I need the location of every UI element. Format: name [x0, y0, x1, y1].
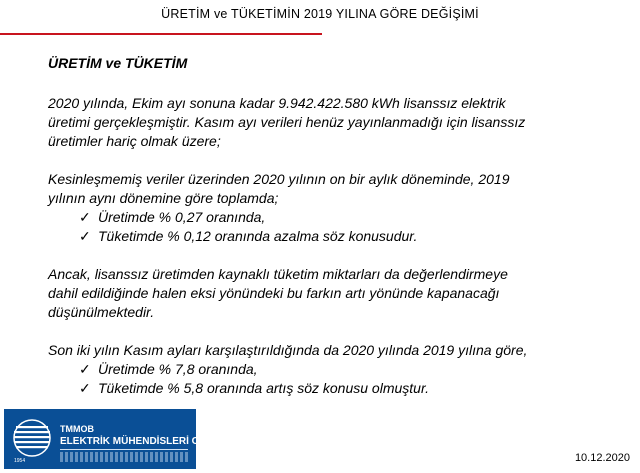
list-item	[48, 227, 604, 246]
globe-lines-icon	[10, 417, 54, 459]
paragraph-production-2020	[48, 94, 604, 151]
list-item	[48, 208, 604, 227]
check-icon: ✓	[79, 361, 91, 377]
logo-contact-text	[60, 452, 190, 462]
bullet-text: Tüketimde % 0,12 oranında azalma söz konusudur.	[98, 228, 418, 244]
paragraph-unlicensed-consumption	[48, 265, 604, 322]
bullet-text: Tüketimde % 5,8 oranında artış söz konusu olmuştur.	[98, 380, 429, 396]
paragraph-provisional-data	[48, 170, 604, 208]
paragraph-november-comparison	[48, 341, 604, 360]
text-line: yılının aynı dönemine göre toplamda;	[48, 190, 279, 206]
header-divider	[0, 33, 322, 35]
footer-date: 10.12.2020	[574, 452, 630, 464]
logo-org-name: ELEKTRİK MÜHENDİSLERİ ODASI	[60, 436, 224, 447]
text-line: 2020 yılında, Ekim ayı sonuna kadar 9.942.422.580 kWh lisanssız elektrik	[48, 95, 506, 111]
check-icon: ✓	[79, 228, 91, 244]
text-line: Kesinleşmemiş veriler üzerinden 2020 yılının on bir aylık döneminde, 2019	[48, 171, 510, 187]
logo-org-short: TMMOB	[60, 424, 94, 434]
logo-year: 1954	[14, 458, 26, 464]
section-heading: ÜRETİM ve TÜKETİM	[48, 55, 188, 71]
list-item	[48, 360, 604, 379]
text-line: üretimler hariç olmak üzere;	[48, 133, 221, 149]
text-line: düşünülmektedir.	[48, 304, 155, 320]
page-title: ÜRETİM ve TÜKETİMİN 2019 YILINA GÖRE DEĞİŞİMİ	[161, 7, 479, 21]
logo-divider	[60, 449, 188, 450]
text-line: dahil edildiğinde halen eksi yönündeki bu farkın artı yönünde kapanacağı	[48, 285, 500, 301]
tmmob-emo-logo	[4, 409, 224, 469]
bullet-text: Üretimde % 0,27 oranında,	[98, 209, 266, 225]
list-item	[48, 379, 604, 398]
text-line: Son iki yılın Kasım ayları karşılaştırıldığında da 2020 yılında 2019 yılına göre,	[48, 342, 528, 358]
check-icon: ✓	[79, 380, 91, 396]
document-body	[48, 54, 604, 417]
check-icon: ✓	[79, 209, 91, 225]
text-line: üretimi gerçekleşmiştir. Kasım ayı verileri henüz yayınlanmadığı için lisanssız	[48, 114, 526, 130]
bullet-list-increase	[48, 360, 604, 398]
bullet-text: Üretimde % 7,8 oranında,	[98, 361, 258, 377]
text-line: Ancak, lisanssız üretimden kaynaklı tüketim miktarları da değerlendirmeye	[48, 266, 508, 282]
bullet-list-decrease	[48, 208, 604, 246]
